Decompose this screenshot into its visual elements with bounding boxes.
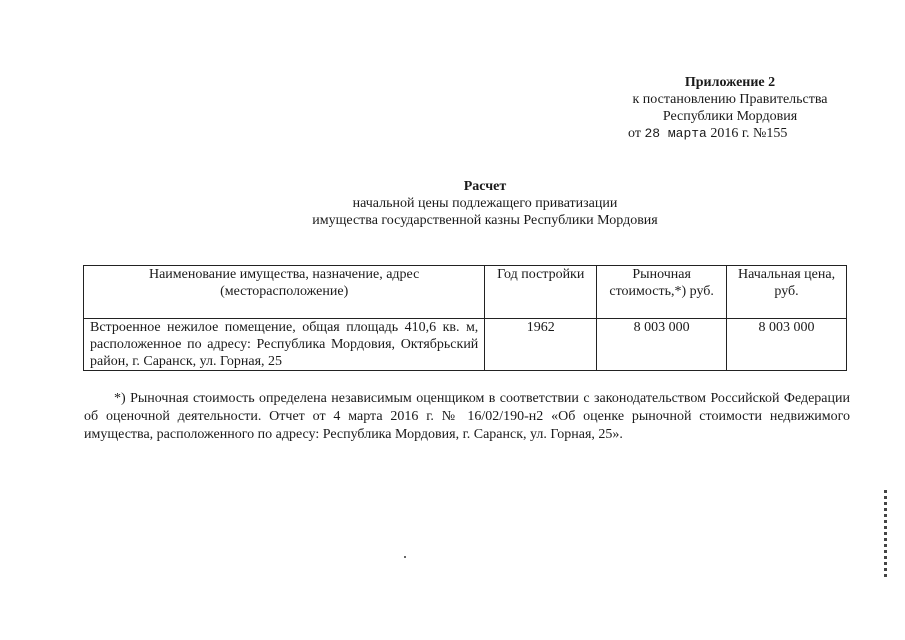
column-header-market-value: Рыночная стоимость,*) руб.: [597, 266, 727, 319]
scan-edge-mark: [884, 490, 887, 580]
appendix-date: [600, 125, 860, 142]
calculation-table: [83, 265, 847, 371]
cell-property-name: Встроенное нежилое помещение, общая площадь 410,6 кв. м, расположенное по адресу: Республика Мордовия, Октябрьский район, г. Саранск, ул. Горная, 25: [84, 319, 485, 371]
cell-initial-price: 8 003 000: [727, 319, 847, 371]
document-heading: [180, 178, 790, 229]
appendix-line-2: Республики Мордовия: [662, 109, 798, 124]
scan-dot: [404, 556, 406, 558]
cell-year: 1962: [485, 319, 597, 371]
appendix-line-1: к постановлению Правительства: [632, 92, 828, 107]
date-prefix: от: [628, 126, 641, 141]
date-rest: 2016 г. №155: [710, 126, 788, 141]
cell-market-value: 8 003 000: [597, 319, 727, 371]
column-header-initial-price: Начальная цена, руб.: [727, 266, 847, 319]
heading-title: Расчет: [463, 179, 507, 194]
heading-line-1: начальной цены подлежащего приватизации: [352, 196, 618, 211]
table-row: [84, 319, 847, 371]
date-value: 28 марта: [644, 126, 707, 141]
appendix-title: Приложение 2: [684, 75, 776, 90]
table-header-row: [84, 266, 847, 319]
column-header-year: Год постройки: [485, 266, 597, 319]
footnote: *) Рыночная стоимость определена независимым оценщиком в соответствии с законодательством Российской Федерации об оценочной деятельности. Отчет от 4 марта 2016 г. № 16/02/190-н2 «Об оценке рыночной стоимости недвижимого имущества, расположенного по адресу: Республика Мордовия, г. Саранск, ул. Горная, 25».: [84, 391, 850, 442]
appendix-block: [600, 74, 860, 142]
column-header-name: Наименование имущества, назначение, адрес (месторасположение): [84, 266, 485, 319]
heading-line-2: имущества государственной казны Республики Мордовия: [312, 213, 658, 228]
